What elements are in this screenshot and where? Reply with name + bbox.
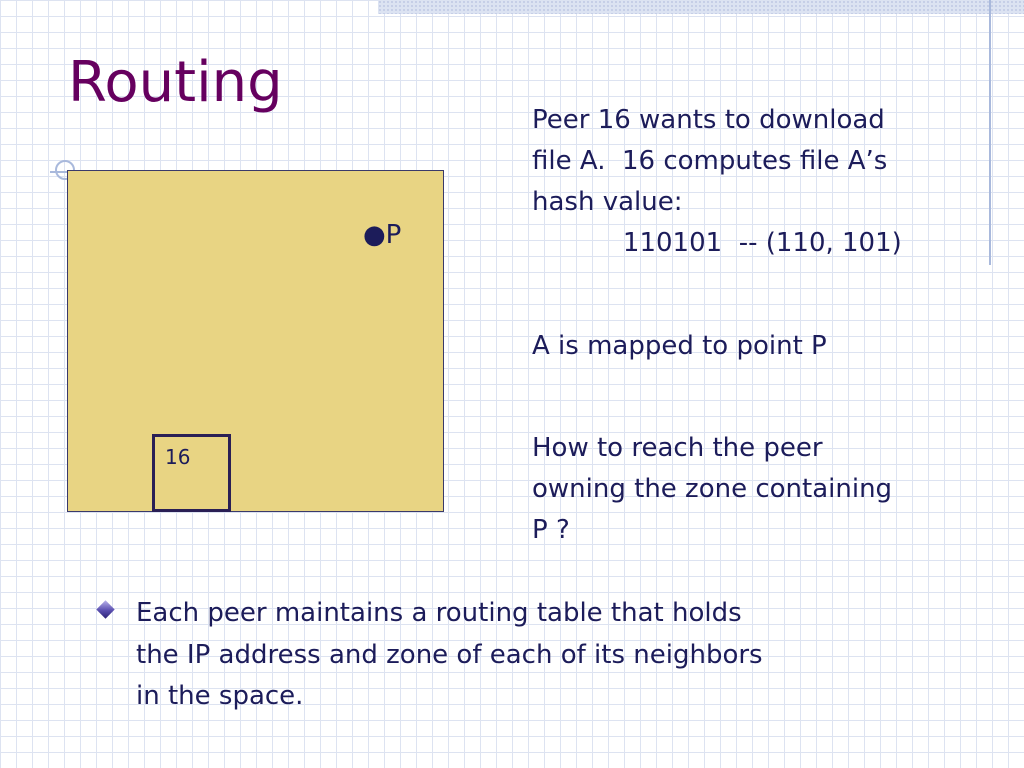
vertical-decor-line	[989, 0, 991, 265]
slide-title: Routing	[68, 50, 283, 115]
peer-16-zone-label: 16	[165, 445, 191, 469]
peer-16-zone	[152, 434, 231, 512]
routing-question-text: How to reach the peer owning the zone containing P ?	[532, 433, 893, 545]
top-decor-band	[378, 0, 1024, 14]
hash-explanation-text: Peer 16 wants to download file A. 16 computes file A’s hash value: 110101 -- (110, 101)	[532, 105, 902, 258]
point-p-label: ●P	[363, 220, 402, 250]
diamond-bullet-icon	[96, 600, 114, 618]
routing-table-bullet-text: Each peer maintains a routing table that holds the IP address and zone of each of its neighbors in the space.	[136, 598, 763, 711]
mapping-text: A is mapped to point P	[532, 331, 827, 361]
